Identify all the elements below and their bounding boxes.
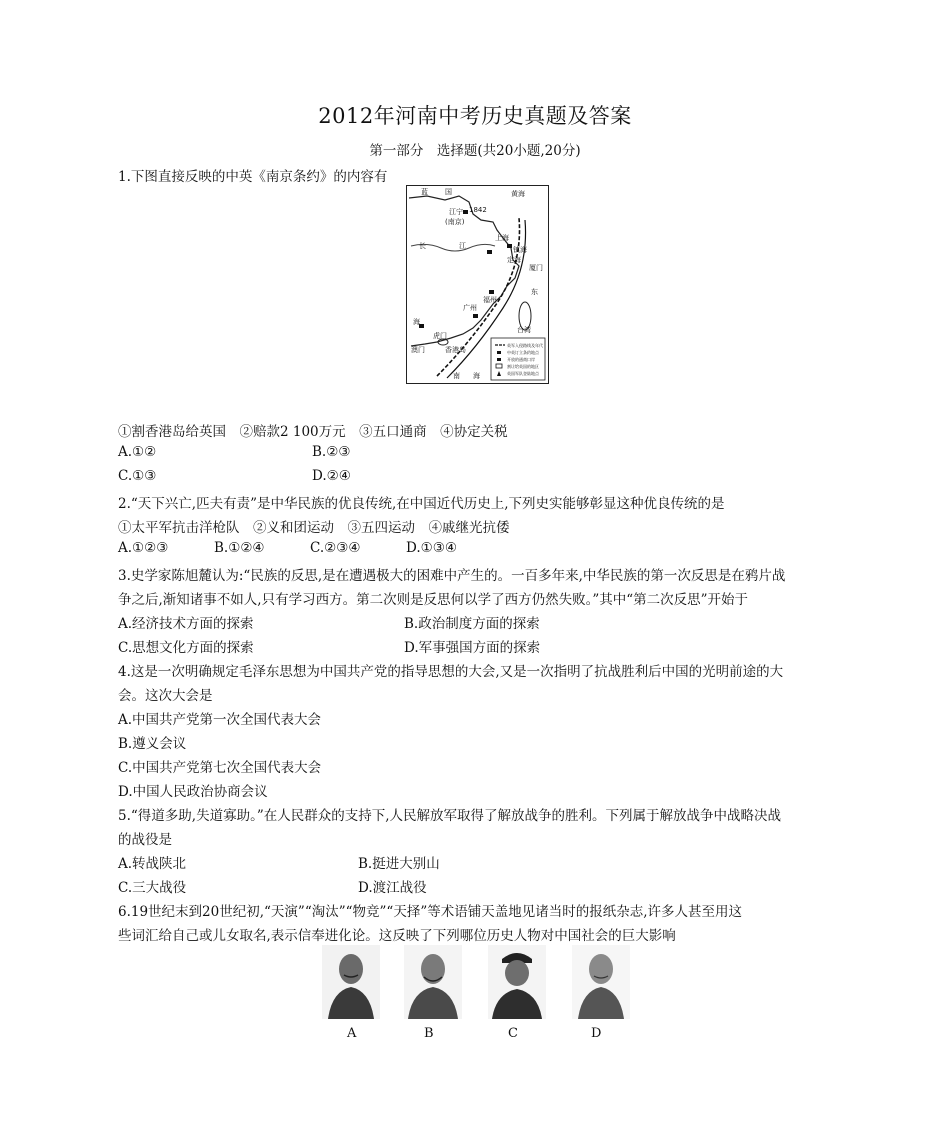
q6-stem-line2: 些词汇给自己或儿女取名,表示信奉进化论。这反映了下列哪位历史人物对中国社会的巨大影响 [118,928,676,944]
legend-text: 割让给英国的地区 [507,364,539,369]
legend-text: 英国军队登陆地点 [507,371,539,376]
map-label: 1842 [469,206,487,214]
map-label: 香港岛 [445,346,466,354]
q6-stem-line1: 6.19世纪末到20世纪初,“天演”“淘汰”“物竞”“天择”等术语铺天盖地见诸当时的报纸杂志,许多人甚至用这 [118,904,743,920]
q3-option-a[interactable]: A.经济技术方面的探索 [118,616,254,632]
q2-option-c[interactable]: C.②③④ [310,540,361,556]
map-label: 海 [413,318,420,326]
map-label: 黄海 [511,190,525,198]
legend-text: 开放的通商口岸 [507,357,535,362]
q4-stem-line2: 会。这次大会是 [118,688,213,704]
map-label: 南 [453,372,460,380]
map-svg [407,186,548,383]
map-label: 定海 [507,256,521,264]
portrait-d-image [572,945,630,1019]
q4-option-c[interactable]: C.中国共产党第七次全国代表大会 [118,760,322,776]
portrait-c-image [488,945,546,1019]
map-label: (南京) [445,218,465,226]
map-label: 台湾 [517,326,531,334]
q4-option-d[interactable]: D.中国人民政治协商会议 [118,784,268,800]
q3-option-b[interactable]: B.政治制度方面的探索 [404,616,540,632]
map-label: 东 [531,288,538,296]
q5-stem-line2: 的战役是 [118,832,172,848]
portrait-b-image [404,945,462,1019]
legend-text: 英军入侵路线及年代 [507,343,543,348]
q5-stem-line1: 5.“得道多助,失道寡助。”在人民群众的支持下,人民解放军取得了解放战争的胜利。下列属于解放战争中战略决战 [118,808,782,824]
portrait-b[interactable] [404,945,462,1019]
map-label: 江宁 [449,208,463,216]
q5-option-b[interactable]: B.挺进大别山 [358,856,440,872]
port-flag-shanghai [487,250,492,254]
q2-option-a[interactable]: A.①②③ [118,540,169,556]
map-label: 厦门 [529,264,543,272]
portrait-label-a: A [347,1026,357,1041]
q5-option-d[interactable]: D.渡江战役 [358,880,427,896]
map-label: 澳门 [411,346,425,354]
legend-text: 中英订立条约地点 [507,350,539,355]
q1-option-a[interactable]: A.①② [118,444,157,460]
port-flag-ningbo [507,244,512,248]
portrait-c[interactable] [488,945,546,1019]
portrait-a[interactable] [322,945,380,1019]
map-label: 蓝 [421,188,428,196]
q3-option-d[interactable]: D.军事强国方面的探索 [404,640,541,656]
q1-option-b[interactable]: B.②③ [312,444,351,460]
map-label: 国 [445,188,452,196]
portrait-label-c: C [508,1026,518,1041]
q4-option-b[interactable]: B.遵义会议 [118,736,187,752]
q5-option-a[interactable]: A.转战陕北 [118,856,187,872]
port-flag-fuzhou [489,290,494,294]
q1-stem: 1.下图直接反映的中英《南京条约》的内容有 [118,169,388,185]
q2-option-b[interactable]: B.①②④ [214,540,265,556]
map-label: 上海 [495,234,509,242]
q2-option-d[interactable]: D.①③④ [406,540,457,556]
q1-option-d[interactable]: D.②④ [312,468,351,484]
q3-stem-line1: 3.史学家陈旭麓认为:“民族的反思,是在遭遇极大的困难中产生的。一百多年来,中华民族的第一次反思是在鸦片战 [118,568,786,584]
q1-items: ①割香港岛给英国 ②赔款2 100万元 ③五口通商 ④协定关税 [118,424,508,440]
q1-option-c[interactable]: C.①③ [118,468,157,484]
q5-option-c[interactable]: C.三大战役 [118,880,187,896]
map-label: 虎门 [433,332,447,340]
map-label: 福州 [483,296,497,304]
q1-map-figure [406,185,549,384]
portrait-d[interactable] [572,945,630,1019]
q3-option-c[interactable]: C.思想文化方面的探索 [118,640,254,656]
map-label: 镇海 [513,246,527,254]
q3-stem-line2: 争之后,渐知诸事不如人,只有学习西方。第二次则是反思何以学了西方仍然失败。”其中“第二次反思”开始于 [118,592,749,608]
legend-flag-icon [497,351,501,354]
port-flag-xiamen [473,314,478,318]
map-label: 长 [419,242,426,250]
q2-items: ①太平军抗击洋枪队 ②义和团运动 ③五四运动 ④戚继光抗倭 [118,520,510,536]
treaty-flag-nanjing [463,210,468,214]
section-subtitle: 第一部分 选择题(共20小题,20分) [369,143,581,159]
q4-option-a[interactable]: A.中国共产党第一次全国代表大会 [118,712,322,728]
map-label: 江 [459,242,466,250]
q2-stem: 2.“天下兴亡,匹夫有责”是中华民族的优良传统,在中国近代历史上,下列史实能够彰显这种优良传统的是 [118,496,725,512]
portrait-label-d: D [591,1026,602,1041]
map-label: 广州 [463,304,477,312]
legend-port-icon [497,358,501,361]
page-title: 2012年河南中考历史真题及答案 [318,104,632,128]
q4-stem-line1: 4.这是一次明确规定毛泽东思想为中国共产党的指导思想的大会,又是一次指明了抗战胜利后中国的光明前途的大 [118,664,784,680]
portrait-label-b: B [424,1026,434,1041]
portrait-a-image [322,945,380,1019]
map-label: 海 [473,372,480,380]
